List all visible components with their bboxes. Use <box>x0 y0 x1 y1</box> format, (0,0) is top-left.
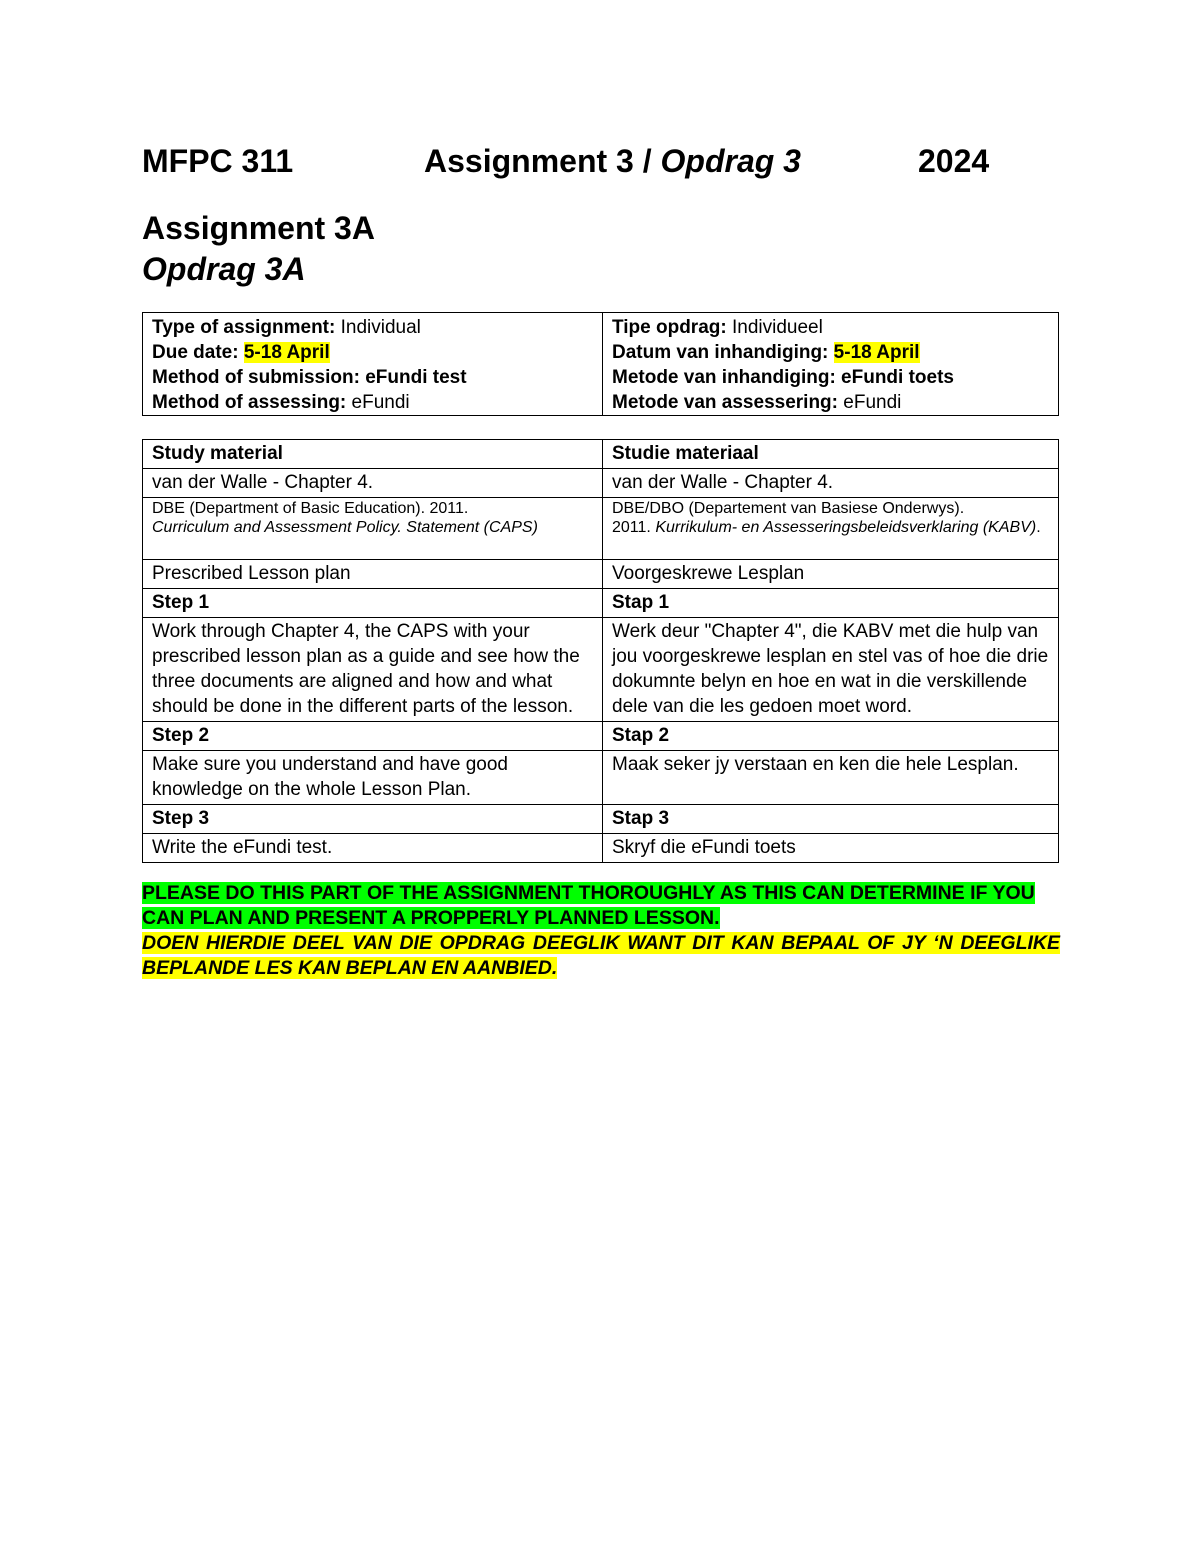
assessing-value-en: eFundi <box>351 392 410 413</box>
table-row <box>143 498 1059 560</box>
step1-text-en: Work through Chapter 4, the CAPS with your prescribed lesson plan as a guide and see how the three documents are aligned and how and what should be done in the different parts of the lesson. <box>143 618 603 722</box>
due-value-af: 5-18 April <box>833 342 920 363</box>
subtitle-en: Assignment 3A <box>142 210 375 246</box>
year: 2024 <box>918 143 990 179</box>
assignment-title <box>424 143 801 180</box>
document-header <box>142 143 1002 183</box>
due-label-af: Datum van inhandiging: <box>612 342 829 363</box>
notice-af: DOEN HIERDIE DEEL VAN DIE OPDRAG DEEGLIK WANT DIT KAN BEPAAL OF JY ‘N DEEGLIKE BEPLANDE LES KAN BEPLAN EN AANBIED. <box>142 932 1060 979</box>
table-row <box>143 440 1059 469</box>
step2-text-af: Maak seker jy verstaan en ken die hele Lesplan. <box>603 751 1059 805</box>
table-row <box>143 469 1059 498</box>
study-row2-en-a: DBE (Department of Basic Education). 2011. <box>152 500 469 517</box>
table-row <box>143 751 1059 805</box>
assessing-value-af: eFundi <box>843 392 902 413</box>
type-value-af: Individueel <box>732 317 823 338</box>
step3-label-en: Step 3 <box>143 805 603 834</box>
study-row2-en-b: Curriculum and Assessment Policy. Statement (CAPS) <box>152 519 538 536</box>
study-row3-en: Prescribed Lesson plan <box>143 560 603 589</box>
subtitle-af: Opdrag 3A <box>142 251 306 287</box>
info-cell-en <box>143 313 603 416</box>
table-row <box>143 589 1059 618</box>
table-row <box>143 560 1059 589</box>
type-label-en: Type of assignment: <box>152 317 336 338</box>
type-value-en: Individual <box>340 317 421 338</box>
step3-label-af: Stap 3 <box>603 805 1059 834</box>
step1-label-af: Stap 1 <box>603 589 1059 618</box>
study-row1-en: van der Walle - Chapter 4. <box>143 469 603 498</box>
table-row <box>143 313 1059 416</box>
info-cell-af <box>603 313 1059 416</box>
step1-label-en: Step 1 <box>143 589 603 618</box>
assignment-info-table <box>142 312 1059 416</box>
study-header-en: Study material <box>143 440 603 469</box>
study-row1-af: van der Walle - Chapter 4. <box>603 469 1059 498</box>
course-code: MFPC 311 <box>142 143 294 179</box>
due-value-en: 5-18 April <box>243 342 330 363</box>
study-row2-af <box>603 498 1059 560</box>
step1-text-af: Werk deur "Chapter 4", die KABV met die hulp van jou voorgeskrewe lesplan en stel vas of hoe die drie dokumnte belyn en hoe en wat in die verskillende dele van die les gedoen moet word. <box>603 618 1059 722</box>
step3-text-en: Write the eFundi test. <box>143 834 603 863</box>
step2-text-en: Make sure you understand and have good knowledge on the whole Lesson Plan. <box>143 751 603 805</box>
table-row <box>143 618 1059 722</box>
table-row <box>143 805 1059 834</box>
study-row3-af: Voorgeskrewe Lesplan <box>603 560 1059 589</box>
table-row <box>143 834 1059 863</box>
step2-label-en: Step 2 <box>143 722 603 751</box>
submission-af: Metode van inhandiging: eFundi toets <box>612 367 954 388</box>
assessing-label-en: Method of assessing: <box>152 392 347 413</box>
study-header-af: Studie materiaal <box>603 440 1059 469</box>
study-row2-af-a: DBE/DBO (Departement van Basiese Onderwys). <box>612 500 965 517</box>
study-row2-af-b1: 2011. <box>612 519 651 536</box>
submission-en: Method of submission: eFundi test <box>152 367 467 388</box>
important-notice <box>142 881 1060 981</box>
assessing-label-af: Metode van assessering: <box>612 392 838 413</box>
table-row <box>143 722 1059 751</box>
study-row2-af-b3: . <box>1036 519 1041 536</box>
type-label-af: Tipe opdrag: <box>612 317 727 338</box>
study-material-table <box>142 439 1059 863</box>
due-label-en: Due date: <box>152 342 239 363</box>
study-row2-en <box>143 498 603 560</box>
assignment-title-af: Opdrag 3 <box>660 143 801 179</box>
step2-label-af: Stap 2 <box>603 722 1059 751</box>
notice-en: PLEASE DO THIS PART OF THE ASSIGNMENT THOROUGHLY AS THIS CAN DETERMINE IF YOU CAN PLAN AND PRESENT A PROPPERLY PLANNED LESSON. <box>142 882 1035 929</box>
step3-text-af: Skryf die eFundi toets <box>603 834 1059 863</box>
study-row2-af-b2: Kurrikulum- en Assesseringsbeleidsverklaring (KABV) <box>655 519 1037 536</box>
assignment-title-en: Assignment 3 / <box>424 143 652 179</box>
